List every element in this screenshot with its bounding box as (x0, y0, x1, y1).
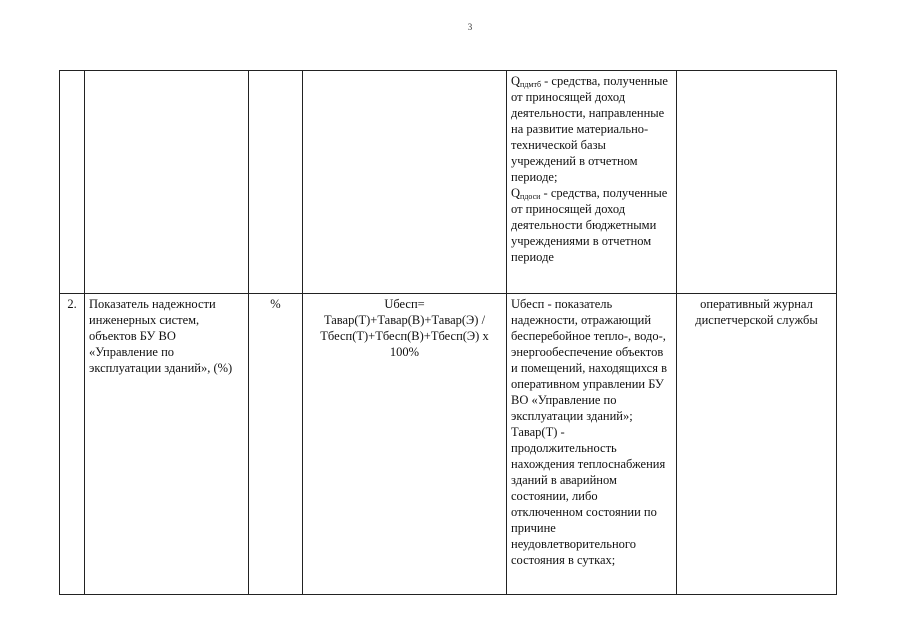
cell-unit (249, 71, 303, 294)
table-row (60, 294, 837, 595)
cell-description (507, 71, 677, 294)
page-number: 3 (467, 22, 473, 32)
cell-description (507, 294, 677, 595)
description-tavar-t: Тавар(Т) - продолжительность нахождения теплоснабжения зданий в аварийном состоянии, либо отключенном состоянии по причине неудовлетворительного состояния в сутках; (511, 425, 666, 567)
indicator-name: Показатель надежности инженерных систем, объектов БУ ВО «Управление по эксплуатации зданий», (%) (85, 294, 249, 595)
definition-q-pdmtb: $Q_{пдмтб}$ - средства, полученные от приносящей доход деятельности, направленные на развитие материально-технической базы учреждений в отчетном периоде; (511, 74, 668, 184)
definition-q-pdosi: $Q_{пдоси}$ - средства, полученные от приносящей доход деятельности бюджетными учреждениями в отчетном периоде (511, 186, 668, 264)
description-ubesp: Uбесп - показатель надежности, отражающий бесперебойное тепло-, водо-, энергообеспечение объектов и помещений, находящихся в оперативном управлении БУ ВО «Управление по эксплуатации зданий»; (511, 297, 668, 423)
cell-indicator (85, 71, 249, 294)
cell-number (60, 71, 85, 294)
table-row (60, 71, 837, 294)
data-source: оперативный журнал диспетчерской службы (677, 294, 837, 595)
cell-source (677, 71, 837, 294)
row-number: 2. (60, 294, 85, 595)
cell-formula (303, 71, 507, 294)
formula: Uбесп= Тавар(Т)+Тавар(В)+Тавар(Э) / Тбесп(Т)+Тбесп(В)+Тбесп(Э) х 100% (303, 294, 507, 595)
indicators-table (59, 70, 837, 595)
unit-of-measure: % (249, 294, 303, 595)
